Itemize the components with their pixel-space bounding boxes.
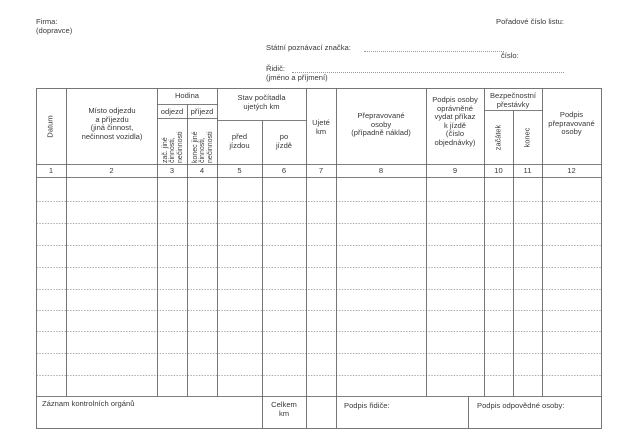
col-after-header: po jízdě xyxy=(275,132,293,150)
col-safety-breaks-header: Bezpečnostní přestávky xyxy=(489,91,536,109)
column-number: 7 xyxy=(318,166,324,175)
col-safety-end-header: konec xyxy=(522,127,532,148)
col-odometer-header: Stav počítadla ujetých km xyxy=(237,93,286,111)
column-number: 11 xyxy=(523,166,532,175)
control-record-label: Záznam kontrolních orgánů xyxy=(42,399,135,408)
firm-sublabel: (dopravce) xyxy=(36,26,73,35)
column-number: 2 xyxy=(109,166,114,175)
column-number: 8 xyxy=(378,166,384,175)
col-end-activity-header: konec jiné činnosti, nečinnosti xyxy=(191,131,214,163)
driver-label: Řidič: xyxy=(266,64,285,73)
column-number: 5 xyxy=(237,166,242,175)
col-arrival-header: příjezd xyxy=(190,107,214,116)
col-persons-header: Přepravované osoby (případně náklad) xyxy=(351,111,411,138)
col-passenger-signature-header: Podpis přepravované osoby xyxy=(548,110,595,137)
column-number: 9 xyxy=(452,166,458,175)
plate-label: Státní poznávací značka: xyxy=(266,43,351,52)
col-before-header: před jízdou xyxy=(229,132,250,150)
col-start-activity-header: zač. jiné činnosti, nečinnosti xyxy=(161,131,184,163)
col-km-header: Ujeté km xyxy=(312,118,330,136)
column-number: 1 xyxy=(48,166,54,175)
responsible-signature-label: Podpis odpovědné osoby: xyxy=(477,401,565,410)
total-km-label: Celkem km xyxy=(271,400,297,418)
driver-signature-label: Podpis řidiče: xyxy=(344,401,390,410)
column-number: 4 xyxy=(199,166,205,175)
number-label: číslo: xyxy=(501,51,519,60)
column-number: 3 xyxy=(169,166,175,175)
sheet-number-label: Pořadové číslo listu: xyxy=(496,17,564,26)
firm-label: Firma: xyxy=(36,17,58,26)
driver-sublabel: (jméno a příjmení) xyxy=(266,73,328,82)
col-hour-header: Hodina xyxy=(174,91,200,100)
col-authorized-signature-header: Podpis osoby oprávněné vydat příkaz k jízdě (číslo objednávky) xyxy=(432,95,478,147)
col-departure-header: odjezd xyxy=(160,107,184,116)
column-number: 10 xyxy=(494,166,503,175)
col-place-header: Místo odjezdu a příjezdu (jiná činnost, nečinnost vozidla) xyxy=(81,106,143,141)
column-number: 6 xyxy=(281,166,287,175)
column-number: 12 xyxy=(567,166,576,175)
col-date-header: Datum xyxy=(45,115,55,138)
col-safety-start-header: začátek xyxy=(493,124,503,151)
